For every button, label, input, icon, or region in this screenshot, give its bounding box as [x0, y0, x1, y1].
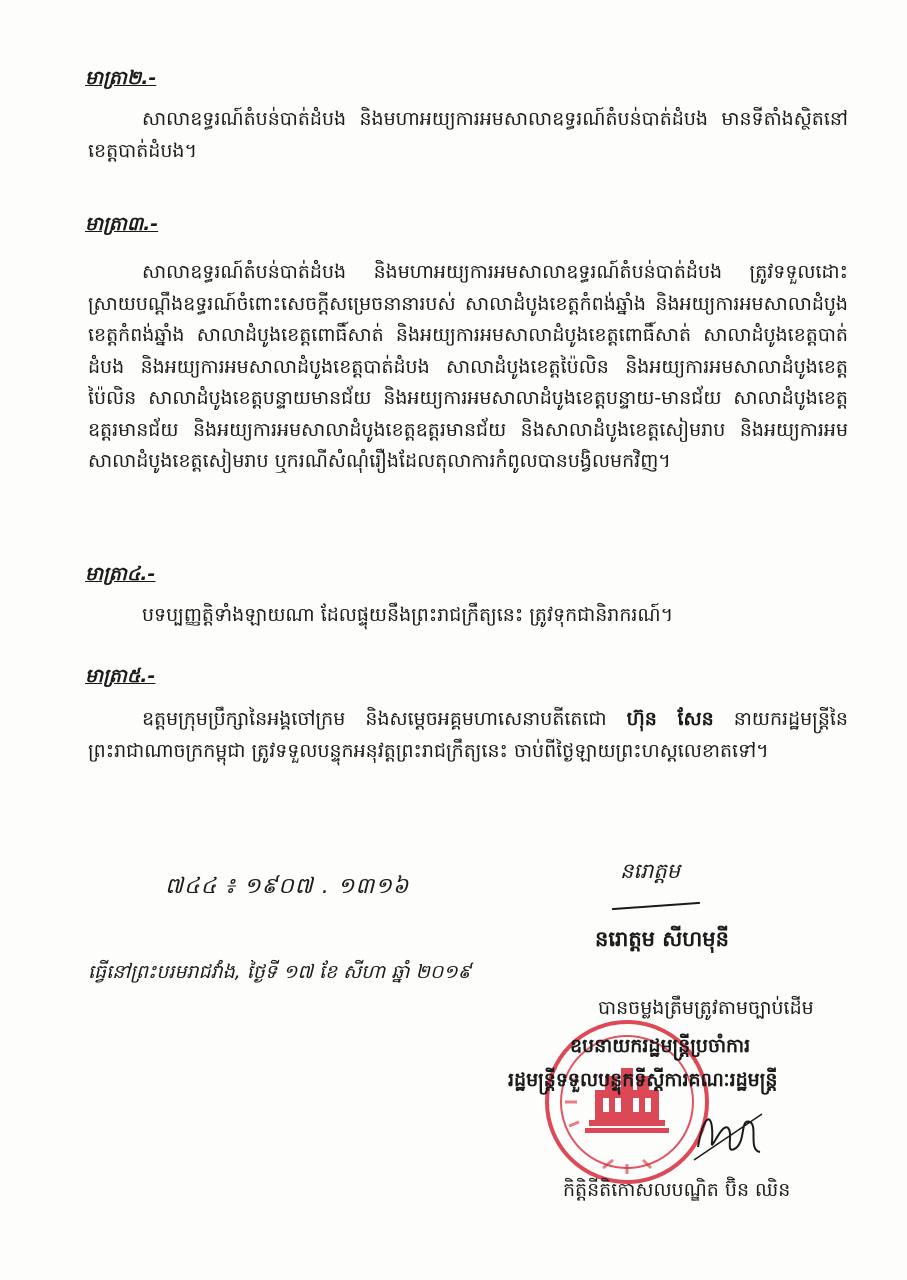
article-5-title: មាត្រា៥.-: [85, 665, 156, 687]
article-3-title: មាត្រា៣.-: [85, 213, 159, 235]
certification-line-3: រដ្ឋមន្ត្រីទទួលបន្ទុកទីស្តីការគណៈរដ្ឋមន្ត្រី: [508, 1069, 778, 1091]
certification-line-2: ឧបនាយករដ្ឋមន្ត្រីប្រចាំការ: [570, 1035, 751, 1057]
article-5-text-after: នាយករដ្ឋមន្ត្រីនៃព្រះរាជាណាចក្រកម្ពុជា ត្រូវទទួលបន្ទុកអនុវត្តព្រះរាជក្រឹត្យនេះ ចាប់ពីថ្ងៃឡាយព្រះហស្តលេខាតទៅ។: [88, 708, 848, 762]
place-date: ធ្វើនៅព្រះបរមរាជវាំង, ថ្ងៃទី ១៧ ខែ សីហា ឆ្នាំ ២០១៩: [88, 961, 472, 983]
king-name: នរោត្តម សីហមុនី: [595, 927, 729, 951]
article-2-body: [88, 104, 848, 167]
royal-signature: នរោត្តម: [620, 859, 680, 883]
article-4-title: មាត្រា៤.-: [85, 563, 156, 585]
article-4-body: [88, 600, 848, 632]
certification-signer: កិត្តិនីតិកោសលបណ្ឌិត ប៊ិន ឈិន: [563, 1179, 791, 1201]
prime-minister-name: ហ៊ុន សែន: [626, 708, 714, 730]
article-5-text-before: ឧត្តមក្រុមប្រឹក្សានៃអង្គចៅក្រម និងសម្តេចអគ្គមហាសេនាបតីតេជោ: [142, 708, 607, 730]
article-5-body: [88, 704, 848, 767]
article-3-body: [88, 257, 848, 478]
article-3-text: សាលាឧទ្ធរណ៍តំបន់បាត់ដំបង និងមហាអយ្យការអមសាលាឧទ្ធរណ៍តំបន់បាត់ដំបង ត្រូវទទួលដោះស្រាយបណ្តឹងឧទ្ធរណ៍ចំពោះសេចក្តីសម្រេចនានារបស់ សាលាដំបូងខេត្តកំពង់ឆ្នាំង និងអយ្យការអមសាលាដំបូងខេត្តកំពង់ឆ្នាំង សាលាដំបូងខេត្តពោធិ៍សាត់ និងអយ្យការអមសាលាដំបូងខេត្តពោធិ៍សាត់ សាលាដំបូងខេត្តបាត់ដំបង និងអយ្យការអមសាលាដំបូងខេត្តបាត់ដំបង សាលាដំបូងខេត្តប៉ៃលិន និងអយ្យការអមសាលាដំបូងខេត្តប៉ៃលិន សាលាដំបូងខេត្តបន្ទាយមានជ័យ និងអយ្យការអមសាលាដំបូងខេត្តបន្ទាយ-មានជ័យ សាលាដំបូងខេត្តឧត្តរមានជ័យ និងអយ្យការអមសាលាដំបូងខេត្តឧត្តរមានជ័យ និងសាលាដំបូងខេត្តសៀមរាប និងអយ្យការអមសាលាដំបូងខេត្តសៀមរាប ឬករណីសំណុំរឿងដែលតុលាការកំពូលបានបង្វិលមកវិញ។: [88, 261, 848, 472]
countersignature-icon: [688, 1092, 768, 1172]
article-2-title: មាត្រា២.-: [85, 67, 157, 89]
certification-line-1: បានចម្លងត្រឹមត្រូវតាមច្បាប់ដើម: [598, 997, 814, 1019]
article-2-text: សាលាឧទ្ធរណ៍តំបន់បាត់ដំបង និងមហាអយ្យការអមសាលាឧទ្ធរណ៍តំបន់បាត់ដំបង មានទីតាំងស្ថិតនៅខេត្តបាត់ដំបង។: [88, 108, 848, 162]
reference-number: ៧៤៤ ៖ ១៩០៧ . ១៣១៦: [165, 874, 410, 899]
article-4-text: បទប្បញ្ញត្តិទាំងឡាយណា ដែលផ្ទុយនឹងព្រះរាជក្រឹត្យនេះ ត្រូវទុកជានិរាករណ៍។: [142, 604, 674, 626]
signature-underline: [612, 902, 700, 910]
